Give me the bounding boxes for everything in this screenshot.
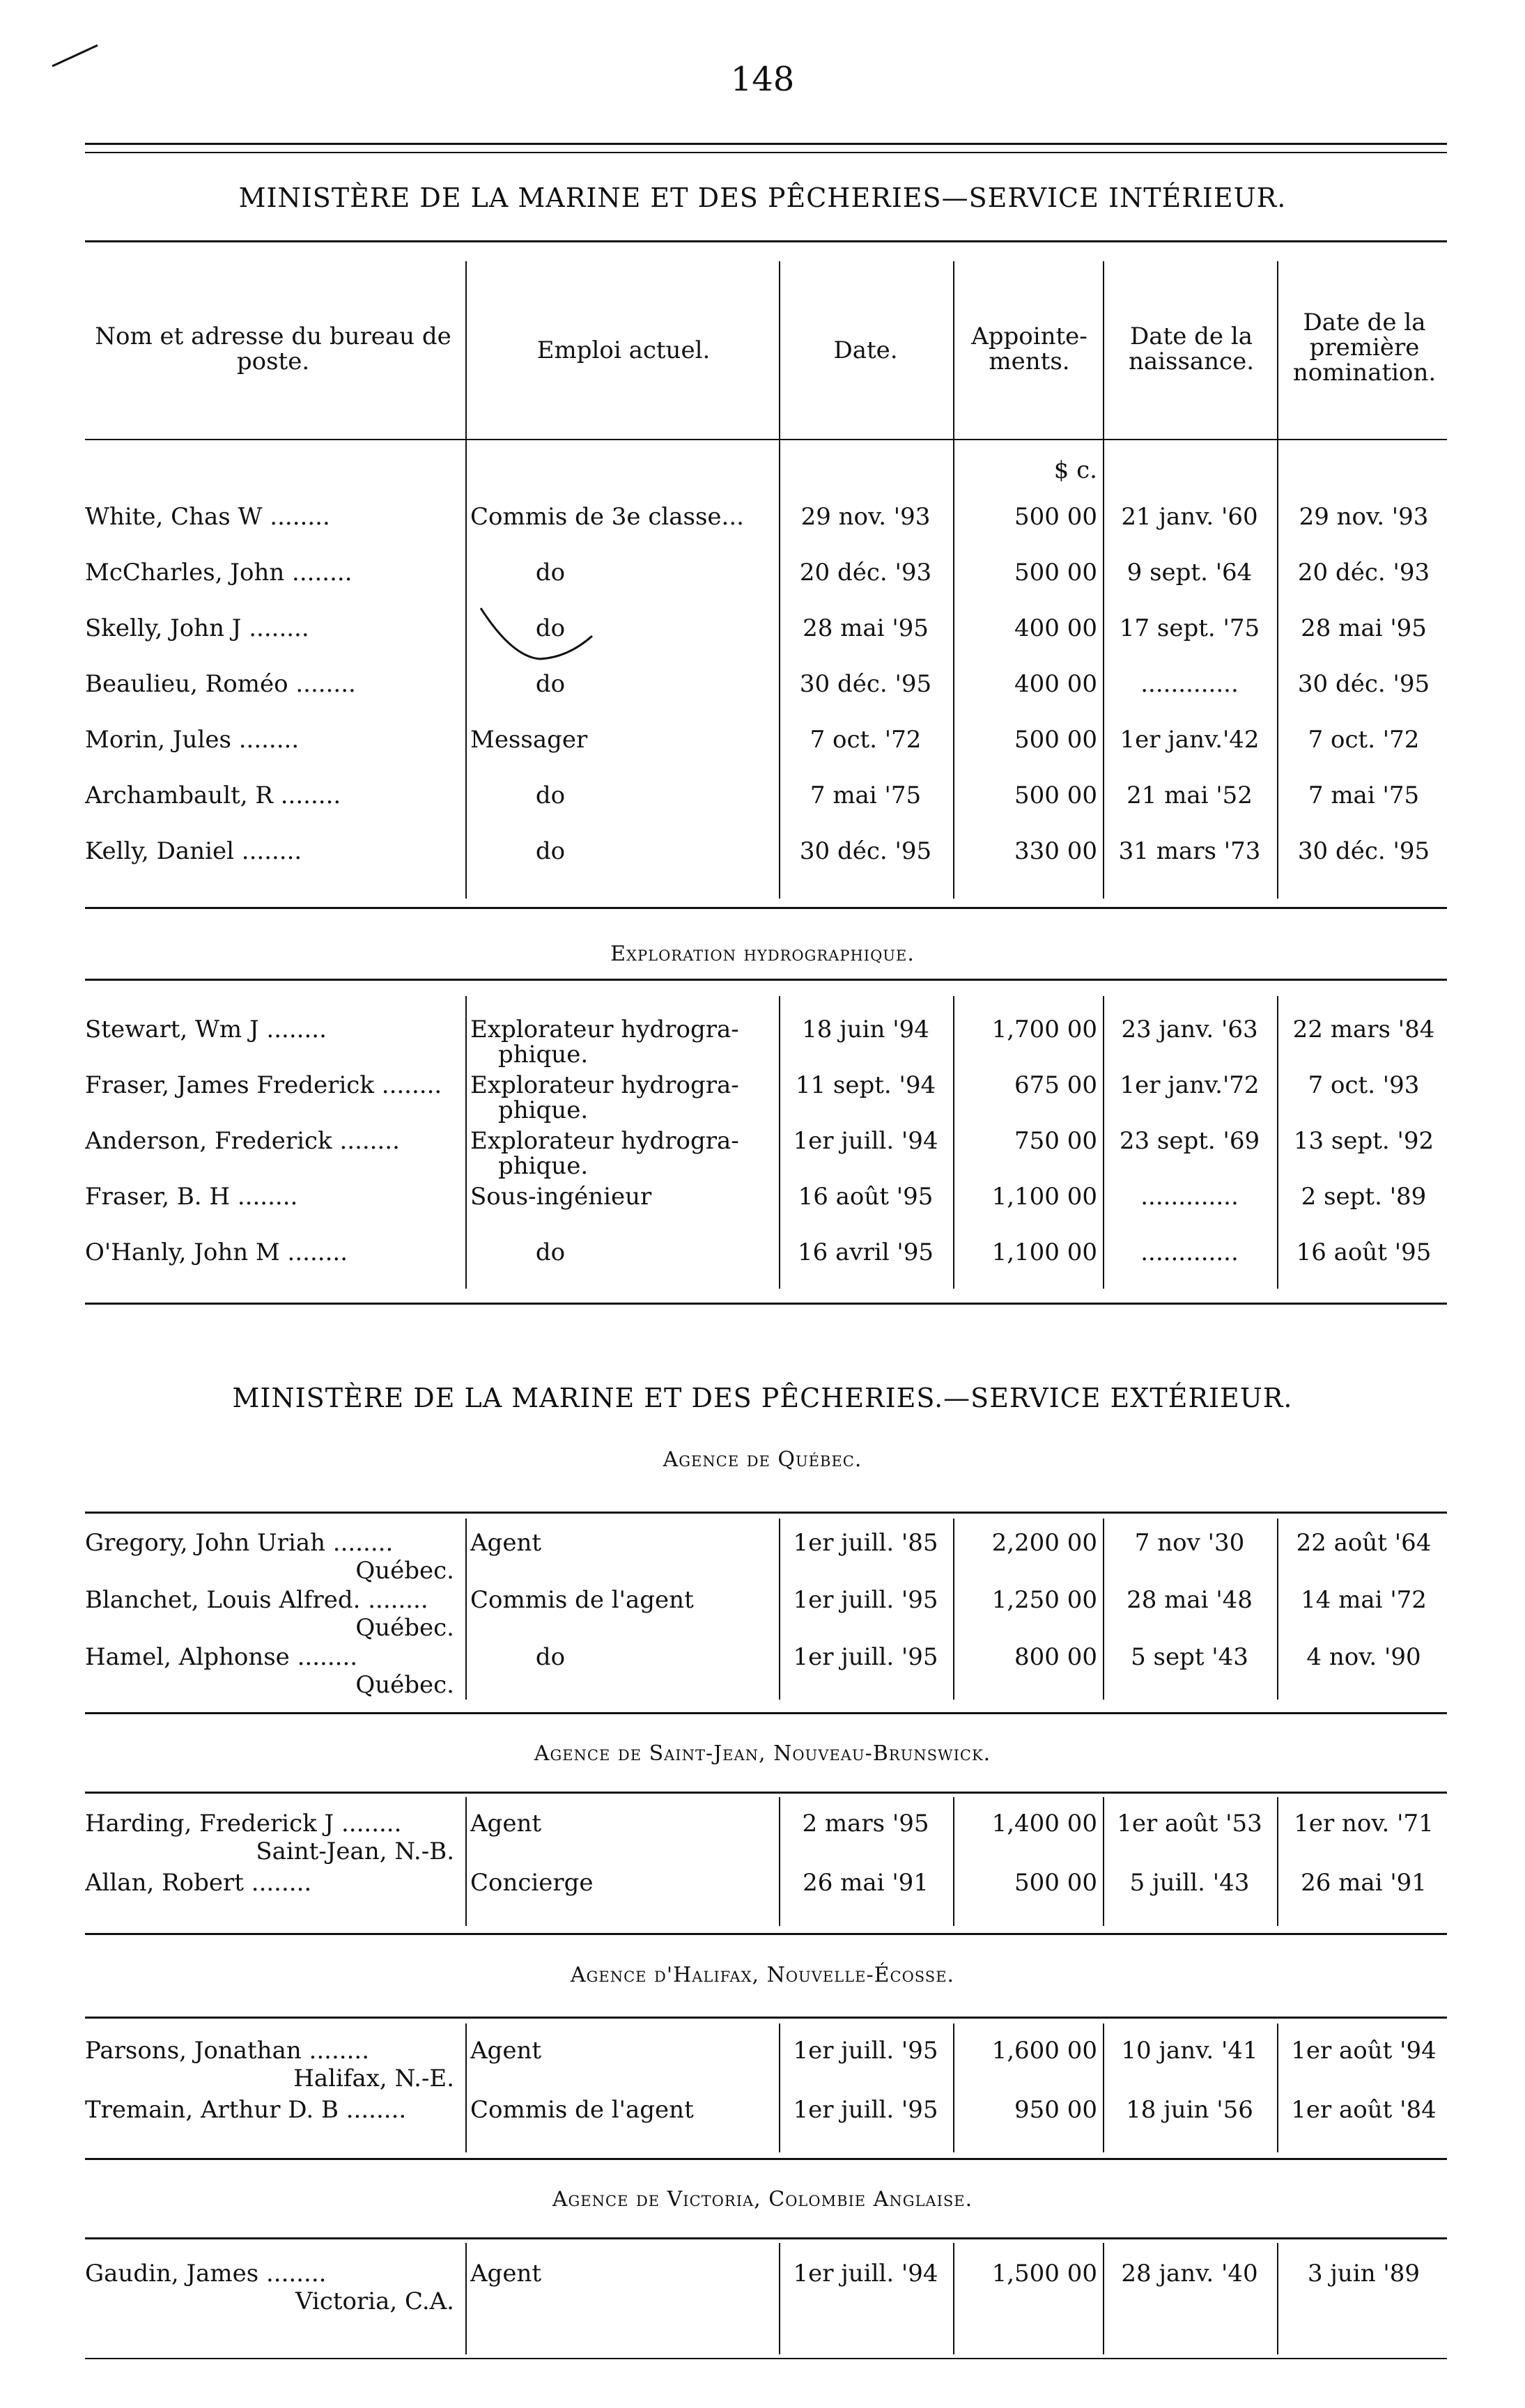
col-header-nomination: Date de la première nomination.: [1292, 309, 1437, 387]
row-name: Fraser, James Frederick ........: [85, 1071, 442, 1099]
row-address: Québec.: [355, 1671, 454, 1699]
vline: [465, 996, 467, 1289]
row-date: 1er juill. '95: [793, 1643, 938, 1671]
row-date-naissance: 21 mai '52: [1127, 782, 1253, 809]
row-appointements: 500 00: [1014, 1869, 1097, 1897]
row-date-naissance: 28 mai '48: [1127, 1586, 1253, 1614]
row-address: Halifax, N.-E.: [293, 2065, 454, 2092]
row-name: Hamel, Alphonse ........: [85, 1643, 358, 1671]
row-date-naissance: 1er janv.'42: [1120, 726, 1260, 754]
row-appointements: 500 00: [1014, 559, 1097, 587]
row-date-nomination: 4 nov. '90: [1306, 1643, 1421, 1671]
row-appointements: 950 00: [1014, 2096, 1097, 2124]
row-appointements: 800 00: [1014, 1643, 1097, 1671]
row-name: Harding, Frederick J ........: [85, 1810, 402, 1838]
top-rule-1: [85, 143, 1447, 145]
section-title-exterieur: MINISTÈRE DE LA MARINE ET DES PÊCHERIES.—SERVICE EXTÉRIEUR.: [232, 1383, 1293, 1413]
row-date-nomination: 22 mars '84: [1292, 1016, 1435, 1043]
row-date-naissance: 28 janv. '40: [1121, 2260, 1258, 2287]
row-date: 16 août '95: [798, 1183, 934, 1211]
vline: [1103, 1797, 1104, 1926]
col-header-naissance: Date de la naissance.: [1128, 323, 1255, 375]
row-emploi: Concierge: [470, 1869, 594, 1897]
row-date-nomination: 16 août '95: [1296, 1238, 1432, 1266]
section-rule: [85, 2237, 1447, 2239]
section-title-interieur: MINISTÈRE DE LA MARINE ET DES PÊCHERIES—SERVICE INTÉRIEUR.: [238, 182, 1287, 213]
row-date: 18 juin '94: [802, 1016, 929, 1043]
section-rule: [85, 2158, 1447, 2160]
row-date-naissance: .............: [1140, 1238, 1239, 1266]
vline: [1277, 2243, 1278, 2354]
row-date-naissance: .............: [1140, 670, 1239, 698]
row-appointements: 500 00: [1014, 726, 1097, 754]
col-header-date: Date.: [833, 336, 898, 364]
section-rule: [85, 1792, 1447, 1794]
row-date-nomination: 13 sept. '92: [1293, 1127, 1434, 1155]
agence-victoria-title: Agence de Victoria, Colombie Anglaise.: [552, 2187, 973, 2212]
row-address: Saint-Jean, N.-B.: [256, 1838, 454, 1865]
vline: [1277, 261, 1278, 899]
vline: [1277, 996, 1278, 1289]
vline: [465, 1518, 467, 1700]
row-name: Fraser, B. H ........: [85, 1183, 298, 1211]
row-date-nomination: 14 mai '72: [1301, 1586, 1427, 1614]
row-appointements: 400 00: [1014, 670, 1097, 698]
row-emploi: Explorateur hydrogra-: [470, 1016, 739, 1043]
row-date: 28 mai '95: [803, 614, 929, 642]
row-name: Skelly, John J ........: [85, 614, 309, 642]
row-emploi: do: [535, 559, 566, 587]
section-rule: [85, 1512, 1447, 1514]
row-date-nomination: 1er août '94: [1291, 2037, 1437, 2065]
row-date-nomination: 7 mai '75: [1308, 782, 1420, 809]
row-date: 7 mai '75: [810, 782, 922, 809]
currency-header: $ c.: [1053, 456, 1097, 484]
row-date: 1er juill. '95: [793, 1586, 938, 1614]
vline: [465, 2024, 467, 2152]
row-appointements: 400 00: [1014, 614, 1097, 642]
row-date-naissance: 5 juill. '43: [1129, 1869, 1250, 1897]
row-name: Beaulieu, Roméo ........: [85, 670, 356, 698]
row-date-nomination: 3 juin '89: [1307, 2260, 1421, 2287]
vline: [779, 261, 780, 899]
row-emploi: Explorateur hydrogra-: [470, 1127, 739, 1155]
vline: [1103, 2024, 1104, 2152]
row-date-naissance: 23 janv. '63: [1121, 1016, 1258, 1043]
row-date: 1er juill. '94: [793, 2260, 938, 2287]
row-appointements: 500 00: [1014, 503, 1097, 531]
row-emploi: do: [535, 837, 566, 865]
section-rule: [85, 1712, 1447, 1714]
row-name: Allan, Robert ........: [85, 1869, 312, 1897]
row-date-naissance: 1er janv.'72: [1120, 1071, 1260, 1099]
row-appointements: 2,200 00: [991, 1529, 1097, 1557]
row-date-naissance: 5 sept '43: [1131, 1643, 1248, 1671]
row-date-naissance: .............: [1140, 1183, 1239, 1211]
row-name: Gregory, John Uriah ........: [85, 1529, 394, 1557]
row-date-naissance: 21 janv. '60: [1121, 503, 1258, 531]
vline: [779, 2024, 780, 2152]
row-emploi: Commis de l'agent: [470, 2096, 694, 2124]
row-date: 20 déc. '93: [799, 559, 932, 587]
row-date-nomination: 28 mai '95: [1301, 614, 1427, 642]
row-date-nomination: 29 nov. '93: [1299, 503, 1429, 531]
vline: [779, 2243, 780, 2354]
row-emploi-cont: phique.: [498, 1041, 589, 1069]
agence-saint-jean-title: Agence de Saint-Jean, Nouveau-Brunswick.: [534, 1741, 991, 1766]
row-date-nomination: 30 déc. '95: [1297, 837, 1430, 865]
row-emploi: do: [535, 782, 566, 809]
col-header-appointements: Appointe-ments.: [971, 323, 1087, 375]
row-appointements: 1,400 00: [991, 1810, 1097, 1838]
row-date-nomination: 22 août '64: [1296, 1529, 1432, 1557]
row-date-naissance: 7 nov '30: [1134, 1529, 1245, 1557]
row-emploi: Agent: [470, 1529, 541, 1557]
col-header-name: Nom et adresse du bureau de poste.: [95, 323, 451, 375]
row-date-naissance: 23 sept. '69: [1119, 1127, 1260, 1155]
section-rule: [85, 1933, 1447, 1935]
row-address: Victoria, C.A.: [295, 2287, 454, 2315]
row-date: 30 déc. '95: [799, 670, 932, 698]
row-appointements: 750 00: [1014, 1127, 1097, 1155]
pencil-mark: [477, 605, 603, 667]
vline: [953, 261, 954, 899]
row-date-nomination: 2 sept. '89: [1301, 1183, 1427, 1211]
section-rule: [85, 979, 1447, 981]
row-date-nomination: 7 oct. '93: [1308, 1071, 1420, 1099]
row-address: Québec.: [355, 1614, 454, 1642]
row-emploi: Agent: [470, 1810, 541, 1838]
row-date: 11 sept. '94: [795, 1071, 936, 1099]
header-bottom-rule: [85, 439, 1447, 440]
row-date: 16 avril '95: [798, 1238, 934, 1266]
row-date: 26 mai '91: [803, 1869, 929, 1897]
row-date-nomination: 20 déc. '93: [1297, 559, 1430, 587]
row-emploi: do: [535, 614, 566, 642]
vline: [953, 996, 954, 1289]
row-date-nomination: 7 oct. '72: [1308, 726, 1420, 754]
row-appointements: 500 00: [1014, 782, 1097, 809]
vline: [779, 1518, 780, 1700]
row-date-naissance: 17 sept. '75: [1119, 614, 1260, 642]
row-appointements: 1,500 00: [991, 2260, 1097, 2287]
vline: [1103, 261, 1104, 899]
row-name: Gaudin, James ........: [85, 2260, 327, 2287]
vline: [1277, 2024, 1278, 2152]
top-rule-2: [85, 152, 1447, 153]
row-name: White, Chas W ........: [85, 503, 330, 531]
header-top-rule: [85, 240, 1447, 242]
row-date: 7 oct. '72: [810, 726, 922, 754]
row-date: 30 déc. '95: [799, 837, 932, 865]
row-emploi: Commis de l'agent: [470, 1586, 694, 1614]
row-emploi: Explorateur hydrogra-: [470, 1071, 739, 1099]
row-date-naissance: 1er août '53: [1117, 1810, 1262, 1838]
row-emploi: do: [535, 670, 566, 698]
row-emploi: Commis de 3e classe...: [470, 503, 744, 531]
row-address: Québec.: [355, 1557, 454, 1585]
vline: [953, 1797, 954, 1926]
row-appointements: 1,100 00: [991, 1238, 1097, 1266]
row-name: Parsons, Jonathan ........: [85, 2037, 370, 2065]
row-emploi: do: [535, 1643, 566, 1671]
row-date-nomination: 30 déc. '95: [1297, 670, 1430, 698]
row-name: Tremain, Arthur D. B ........: [85, 2096, 407, 2124]
section-rule: [85, 2017, 1447, 2019]
row-date-nomination: 26 mai '91: [1301, 1869, 1427, 1897]
row-date-nomination: 1er août '84: [1291, 2096, 1437, 2124]
vline: [779, 1797, 780, 1926]
vline: [465, 261, 467, 899]
section-rule: [85, 1303, 1447, 1305]
vline: [465, 1797, 467, 1926]
vline: [465, 2243, 467, 2354]
row-date: 1er juill. '95: [793, 2037, 938, 2065]
row-emploi-cont: phique.: [498, 1152, 589, 1180]
vline: [1103, 996, 1104, 1289]
row-appointements: 1,700 00: [991, 1016, 1097, 1043]
row-emploi: Sous-ingénieur: [470, 1183, 652, 1211]
row-date-nomination: 1er nov. '71: [1294, 1810, 1434, 1838]
row-date-naissance: 9 sept. '64: [1127, 559, 1253, 587]
page-number: 148: [730, 60, 795, 99]
row-appointements: 1,600 00: [991, 2037, 1097, 2065]
vline: [953, 2024, 954, 2152]
agence-quebec-title: Agence de Québec.: [663, 1447, 862, 1472]
row-date: 2 mars '95: [802, 1810, 929, 1838]
vline: [779, 996, 780, 1289]
row-name: Morin, Jules ........: [85, 726, 300, 754]
row-appointements: 330 00: [1014, 837, 1097, 865]
row-emploi: Messager: [470, 726, 588, 754]
row-name: Archambault, R ........: [85, 782, 341, 809]
row-date: 29 nov. '93: [800, 503, 931, 531]
row-emploi: Agent: [470, 2260, 541, 2287]
row-emploi: Agent: [470, 2037, 541, 2065]
row-appointements: 675 00: [1014, 1071, 1097, 1099]
row-name: Blanchet, Louis Alfred. ........: [85, 1586, 428, 1614]
agence-halifax-title: Agence d'Halifax, Nouvelle-Écosse.: [570, 1963, 955, 1987]
row-appointements: 1,100 00: [991, 1183, 1097, 1211]
vline: [1103, 2243, 1104, 2354]
col-header-emploi: Emploi actuel.: [536, 336, 711, 364]
vline: [953, 1518, 954, 1700]
row-appointements: 1,250 00: [991, 1586, 1097, 1614]
row-date: 1er juill. '95: [793, 2096, 938, 2124]
row-date-naissance: 18 juin '56: [1126, 2096, 1253, 2124]
row-date-naissance: 10 janv. '41: [1121, 2037, 1258, 2065]
vline: [1277, 1518, 1278, 1700]
row-emploi: do: [535, 1238, 566, 1266]
vline: [953, 2243, 954, 2354]
row-emploi-cont: phique.: [498, 1096, 589, 1124]
row-name: O'Hanly, John M ........: [85, 1238, 348, 1266]
exploration-title: Exploration hydrographique.: [610, 942, 915, 966]
row-name: Kelly, Daniel ........: [85, 837, 302, 865]
row-date: 1er juill. '94: [793, 1127, 938, 1155]
section-rule: [85, 907, 1447, 909]
row-name: Stewart, Wm J ........: [85, 1016, 327, 1043]
vline: [1103, 1518, 1104, 1700]
row-date: 1er juill. '85: [793, 1529, 938, 1557]
row-name: McCharles, John ........: [85, 559, 353, 587]
vline: [1277, 1797, 1278, 1926]
bottom-rule: [85, 2358, 1447, 2359]
row-name: Anderson, Frederick ........: [85, 1127, 400, 1155]
row-date-naissance: 31 mars '73: [1118, 837, 1261, 865]
